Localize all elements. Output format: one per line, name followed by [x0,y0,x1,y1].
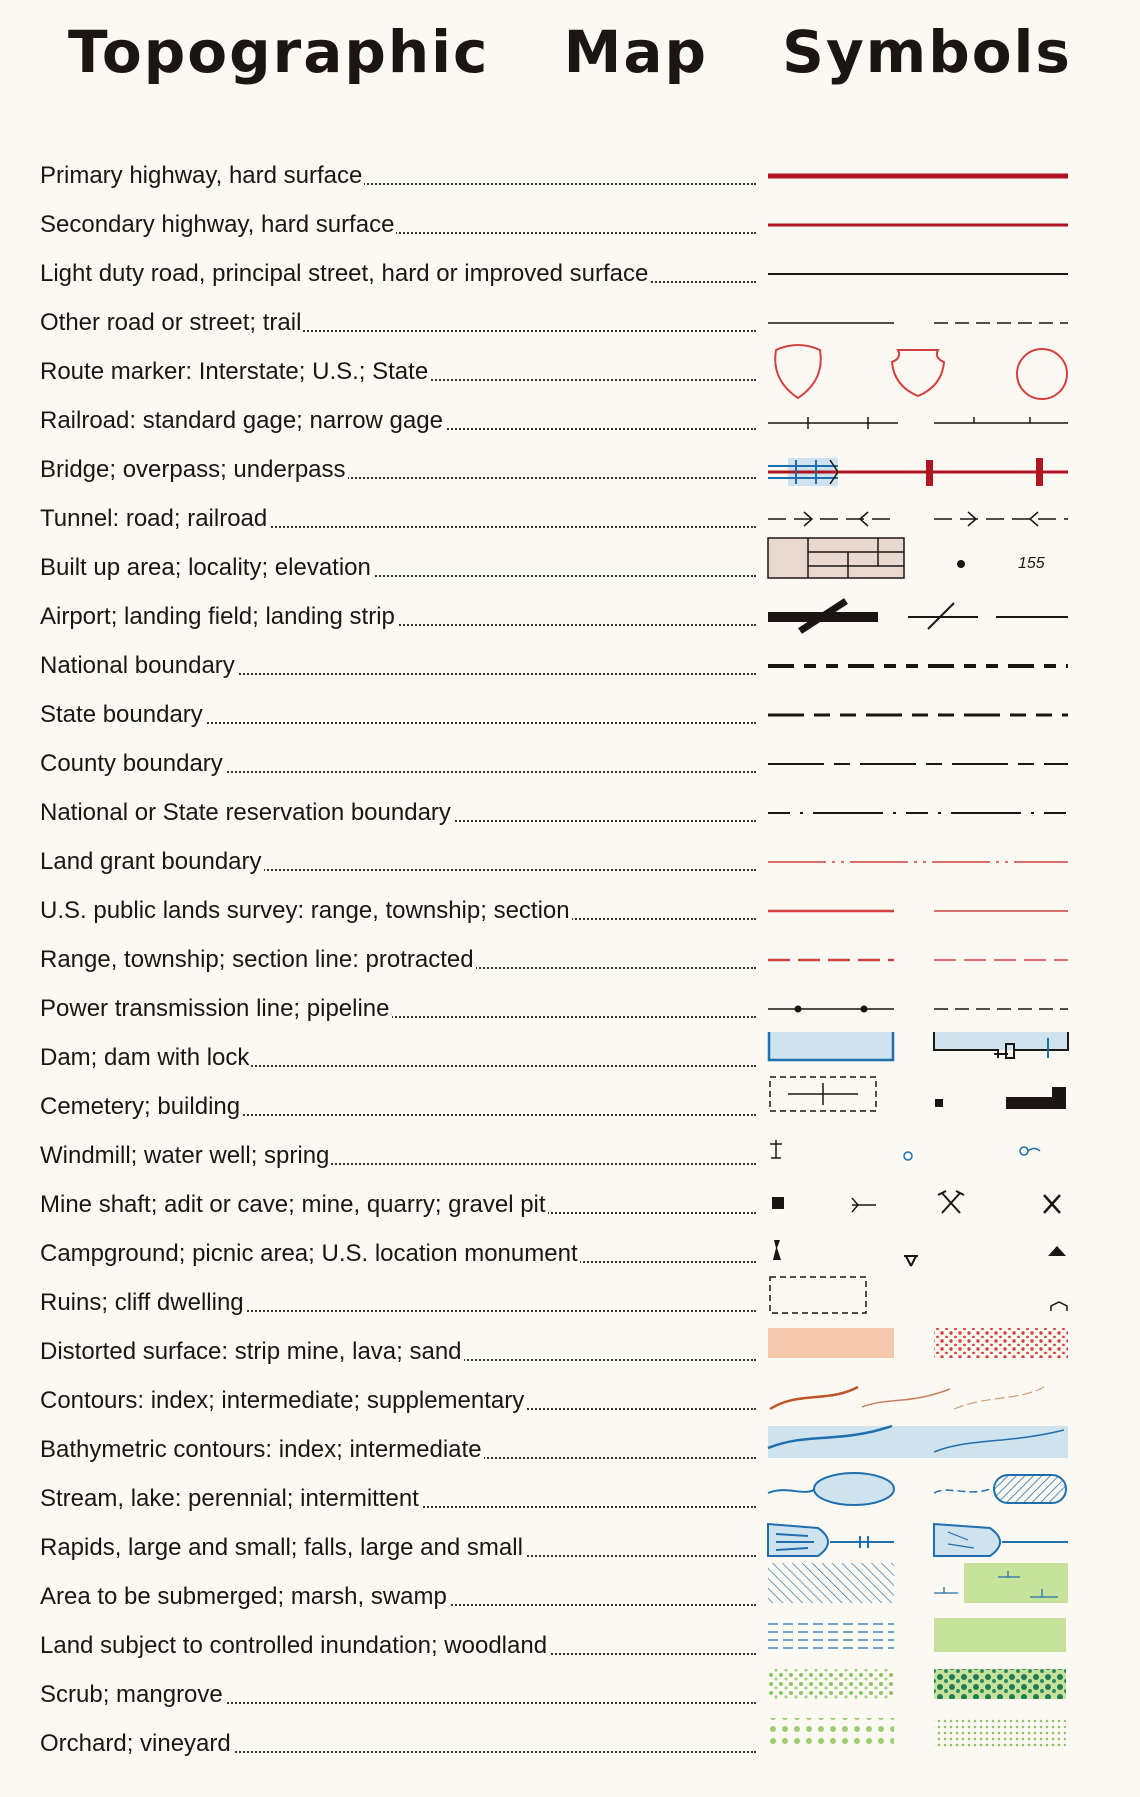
row-label: National boundary [40,652,235,679]
county-boundary-symbol [768,744,1120,784]
legend-row-state-boundary [40,695,1100,735]
public-lands-survey-symbol [768,891,1120,931]
row-label: Windmill; water well; spring [40,1142,330,1169]
legend-row-contours [40,1381,1100,1421]
legend-row-ruins [40,1283,1100,1323]
legend-row-land-grant [40,842,1100,882]
contours-symbol [768,1381,1120,1421]
building-icon [935,1099,943,1107]
land-grant-boundary-symbol [768,842,1120,882]
legend-row-tunnel [40,499,1100,539]
row-label: Airport; landing field; landing strip [40,603,395,630]
row-label: Built up area; locality; elevation [40,554,371,581]
legend-row-scrub [40,1675,1100,1715]
campground-symbols [768,1234,1120,1274]
distorted-surface-symbol [768,1322,1120,1368]
tunnel-symbol [768,499,1120,539]
mine-shaft-icon [772,1197,784,1209]
adit-icon [852,1198,876,1212]
picnic-area-icon [904,1256,918,1266]
legend-row-airport [40,597,1100,637]
row-label: U.S. public lands survey: range, township; section [40,897,570,924]
row-label: Secondary highway, hard surface [40,211,395,238]
cliff-dwelling-icon [1051,1302,1067,1311]
row-label: Power transmission line; pipeline [40,995,390,1022]
legend-row-built-up [40,548,1100,588]
dam-symbol [768,1032,1120,1072]
protracted-line-symbol [768,940,1120,980]
spring-icon [1020,1147,1040,1155]
row-label: Ruins; cliff dwelling [40,1289,244,1316]
row-label: Range, township; section line: protracted [40,946,474,973]
legend-row-primary-highway [40,156,1100,196]
other-road-trail-symbol [768,303,1120,343]
water-well-icon [904,1152,912,1160]
legend-row-protracted [40,940,1100,980]
legend-row-inundation [40,1626,1100,1666]
row-label: Other road or street; trail [40,309,302,336]
windmill-icon [770,1140,782,1158]
route-marker-symbols [768,352,1120,392]
gravel-pit-icon [1044,1195,1060,1213]
row-label: State boundary [40,701,203,728]
legend-row-orchard [40,1724,1100,1764]
airport-symbol [768,597,1120,637]
locality-dot [957,560,965,568]
row-label: Stream, lake: perennial; intermittent [40,1485,419,1512]
mine-quarry-icon [938,1191,964,1213]
interstate-shield-icon [775,345,821,398]
secondary-highway-symbol [768,205,1120,245]
row-label: Route marker: Interstate; U.S.; State [40,358,429,385]
built-up-area-symbol [768,534,1120,590]
row-label: Light duty road, principal street, hard or improved surface [40,260,649,287]
legend-row-other-road [40,303,1100,343]
legend-row-public-lands-survey [40,891,1100,931]
legend-row-national-boundary [40,646,1100,686]
legend-row-mine [40,1185,1100,1225]
orchard-vineyard-symbol [768,1712,1120,1758]
row-label: Land subject to controlled inundation; woodland [40,1632,548,1659]
row-label: Primary highway, hard surface [40,162,363,189]
row-label: Orchard; vineyard [40,1730,231,1757]
us-shield-icon [892,350,944,396]
legend-row-secondary-highway [40,205,1100,245]
row-label: Bridge; overpass; underpass [40,456,346,483]
row-label: County boundary [40,750,223,777]
row-label: Scrub; mangrove [40,1681,223,1708]
legend-row-light-duty-road [40,254,1100,294]
stream-lake-symbol [768,1469,1120,1515]
scrub-mangrove-symbol [768,1663,1120,1709]
cemetery-building-symbol [768,1071,1120,1119]
legend-row-bathymetric [40,1430,1100,1470]
state-circle-icon [1017,349,1067,399]
bathymetric-contours-symbol [768,1422,1120,1462]
legend-row-railroad [40,401,1100,441]
windmill-well-spring-symbol [768,1136,1120,1176]
legend-row-submerged [40,1577,1100,1617]
row-label: Bathymetric contours: index; intermediate [40,1436,482,1463]
legend-row-county-boundary [40,744,1100,784]
national-boundary-symbol [768,646,1120,686]
location-monument-icon [1048,1246,1066,1256]
rapids-falls-symbol [768,1520,1120,1560]
legend-row-route-marker [40,352,1100,392]
light-duty-road-symbol [768,254,1120,294]
legend-row-stream-lake [40,1479,1100,1519]
bridge-overpass-underpass-symbol [768,450,1120,490]
ruins-cliff-dwelling-symbol [768,1269,1120,1325]
row-label: Land grant boundary [40,848,262,875]
row-label: Mine shaft; adit or cave; mine, quarry; gravel pit [40,1191,546,1218]
row-label: Cemetery; building [40,1093,241,1120]
legend-row-reservation-boundary [40,793,1100,833]
row-label: Area to be submerged; marsh, swamp [40,1583,447,1610]
row-label: Contours: index; intermediate; supplementary [40,1387,525,1414]
legend-row-cemetery [40,1087,1100,1127]
primary-highway-symbol [768,156,1120,196]
reservation-boundary-symbol [768,793,1120,833]
row-label: Rapids, large and small; falls, large and small [40,1534,523,1561]
power-pipeline-symbol [768,989,1120,1029]
submerged-marsh-symbol [768,1559,1120,1615]
campground-icon [773,1240,781,1260]
row-label: Campground; picnic area; U.S. location monument [40,1240,578,1267]
legend-row-campground [40,1234,1100,1274]
elevation-label: 155 [1018,555,1045,572]
inundation-woodland-symbol [768,1614,1120,1660]
row-label: Tunnel: road; railroad [40,505,268,532]
row-label: National or State reservation boundary [40,799,451,826]
row-label: Distorted surface: strip mine, lava; sand [40,1338,462,1365]
row-label: Dam; dam with lock [40,1044,250,1071]
legend-row-power-line [40,989,1100,1029]
row-label: Railroad: standard gage; narrow gage [40,407,443,434]
page-title: Topographic Map Symbols [68,18,1072,86]
legend-row-windmill [40,1136,1100,1176]
legend-row-distorted-surface [40,1332,1100,1372]
mine-symbols [768,1185,1120,1225]
state-boundary-symbol [768,695,1120,735]
legend-row-bridge [40,450,1100,490]
railroad-symbol [768,401,1120,441]
